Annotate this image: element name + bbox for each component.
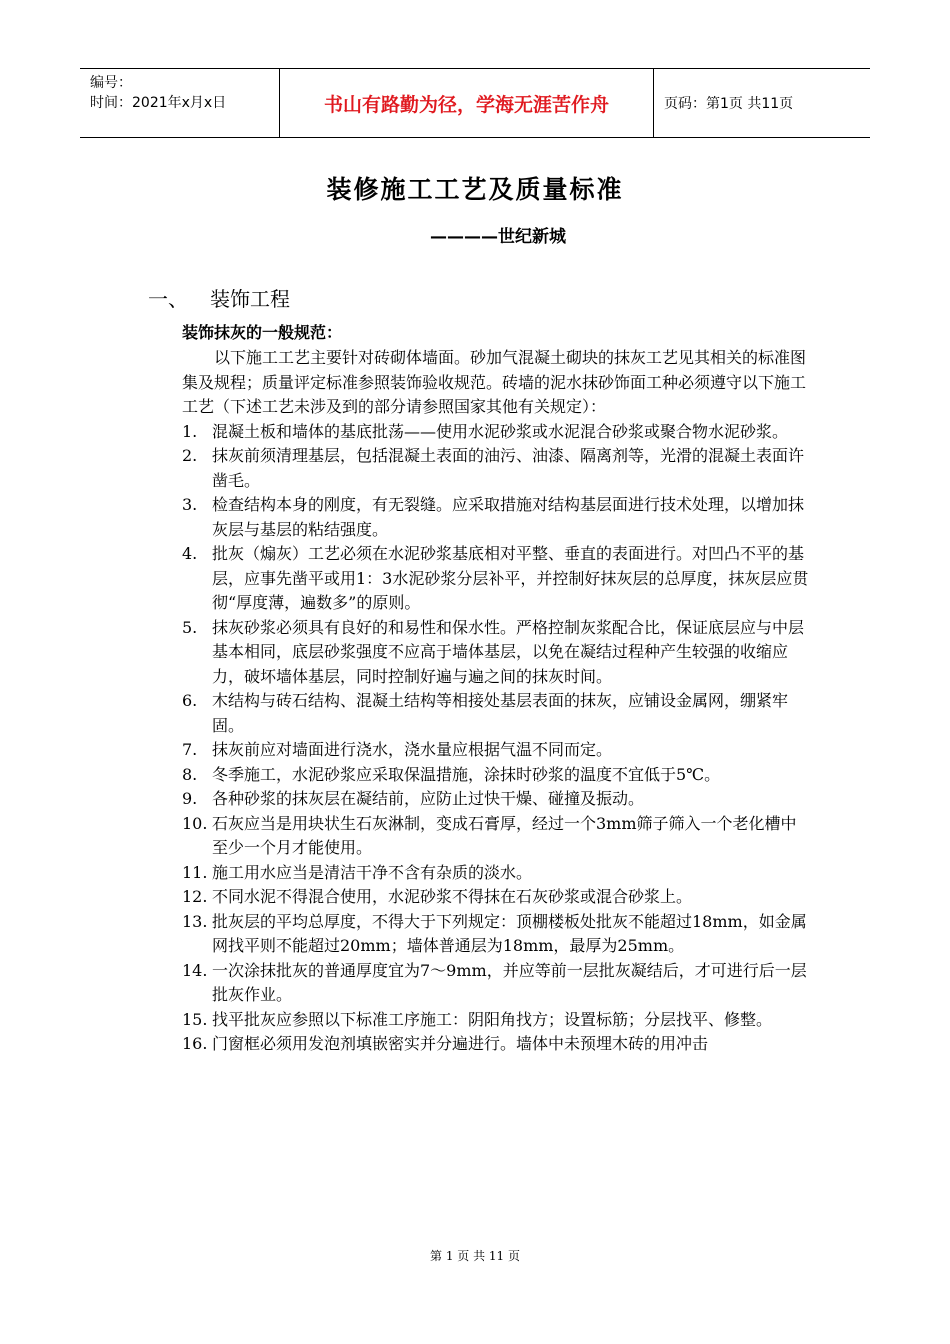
list-item-text: 检查结构本身的刚度，有无裂缝。应采取措施对结构基层面进行技术处理，以增加抹灰层与基层的粘结强度。 [212,495,805,539]
list-item-number: 5. [182,617,198,637]
list-item [182,861,812,886]
list-item [182,542,812,616]
list-item-text: 石灰应当是用块状生石灰淋制，变成石膏厚，经过一个3mm筛子筛入一个老化槽中至少一个月才能使用。 [212,813,797,857]
header-meta [80,69,280,137]
list-item-text: 不同水泥不得混合使用，水泥砂浆不得抹在石灰砂浆或混合砂浆上。 [212,887,693,906]
list-item [182,1008,812,1033]
list-item-text: 冬季施工，水泥砂浆应采取保温措施，涂抹时砂浆的温度不宜低于5℃。 [212,764,721,784]
list-item [182,910,812,959]
header-time-label: 时间：2021年x月x日 [90,95,227,111]
list-item-text: 抹灰前应对墙面进行浇水，浇水量应根据气温不同而定。 [212,740,613,759]
list-item [182,420,812,445]
list-item-number: 6. [182,691,198,710]
list-item-text: 批灰层的平均总厚度，不得大于下列规定：顶棚楼板处批灰不能超过18mm，如金属网找平则不能超过20mm；墙体普通层为18mm，最厚为25mm。 [212,911,807,955]
list-item-number: 16. [182,1034,208,1053]
header-number-label: 编号： [90,75,132,91]
list-item-text: 一次涂抹批灰的普通厚度宜为7～9mm，并应等前一层批灰凝结后，才可进行后一层批灰作业。 [212,960,807,1004]
list-item-number: 10. [182,813,208,833]
list-item [182,787,812,812]
list-item-number: 4. [182,544,198,563]
list-item-number: 7. [182,740,198,759]
list-item-text: 抹灰前须清理基层，包括混凝土表面的油污、油漆、隔离剂等，光滑的混凝土表面许凿毛。 [212,446,805,490]
list-item-text: 各种砂浆的抹灰层在凝结前，应防止过快干燥、碰撞及振动。 [212,789,645,808]
list-item-number: 13. [182,911,208,931]
list-item [182,763,812,788]
list-item [182,812,812,861]
list-item-number: 3. [182,495,198,514]
list-item-text: 门窗框必须用发泡剂填嵌密实并分遍进行。墙体中未预埋木砖的用冲击 [212,1034,709,1053]
section-heading [148,283,290,312]
list-item-text: 批灰（煽灰）工艺必须在水泥砂浆基底相对平整、垂直的表面进行。对凹凸不平的基层，应事先凿平或用1：3水泥砂浆分层补平，并控制好抹灰层的总厚度，抹灰层应贯彻“厚度薄，遍数多”的原则。 [212,544,809,612]
list-item-number: 14. [182,960,208,980]
list-item-text: 找平批灰应参照以下标准工序施工：阴阳角找方；设置标筋；分层找平、修整。 [212,1009,773,1029]
list-item-number: 12. [182,887,208,906]
document-subtitle: ————世纪新城 [430,227,566,247]
list-item [182,1032,812,1057]
list-item [182,444,812,493]
subsection-title: 装饰抹灰的一般规范： [182,323,343,342]
list-item-number: 15. [182,1009,208,1029]
list-item-number: 1. [182,421,198,441]
list-item-text: 施工用水应当是清洁干净不含有杂质的淡水。 [212,862,533,882]
list-item-number: 8. [182,764,198,784]
list-item-number: 2. [182,446,198,465]
list-item-number: 9. [182,789,198,808]
document-body [182,346,812,1057]
list-item [182,689,812,738]
section-number: 一、 [148,287,188,311]
document-title: 装修施工工艺及质量标准 [326,175,624,204]
header-page-info: 页码：第1页 共11页 [664,96,794,112]
list-item [182,738,812,763]
page-footer: 第 1 页 共 11 页 [430,1249,520,1263]
list-item [182,616,812,690]
page-header [80,68,870,138]
header-motto: 书山有路勤为径，学海无涯苦作舟 [280,69,654,137]
list-item-text: 抹灰砂浆必须具有良好的和易性和保水性。严格控制灰浆配合比，保证底层应与中层基本相同，底层砂浆强度不应高于墙体基层，以免在凝结过程种产生较强的收缩应力，破坏墙体基层，同时控制好遍与遍之间的抹灰时间。 [212,617,805,686]
spec-list [182,420,812,1057]
list-item [182,959,812,1008]
list-item-text: 木结构与砖石结构、混凝土结构等相接处基层表面的抹灰，应铺设金属网，绷紧牢固。 [212,691,789,735]
list-item-text: 混凝土板和墙体的基底批荡——使用水泥砂浆或水泥混合砂浆或聚合物水泥砂浆。 [212,421,789,441]
list-item [182,885,812,910]
list-item-number: 11. [182,862,208,882]
section-title: 装饰工程 [210,287,290,311]
intro-paragraph: 以下施工工艺主要针对砖砌体墙面。砂加气混凝土砌块的抹灰工艺见其相关的标准图集及规程；质量评定标准参照装饰验收规范。砖墙的泥水抹砂饰面工种必须遵守以下施工工艺（下述工艺未涉及到的部分请参照国家其他有关规定）： [182,348,807,416]
list-item [182,493,812,542]
